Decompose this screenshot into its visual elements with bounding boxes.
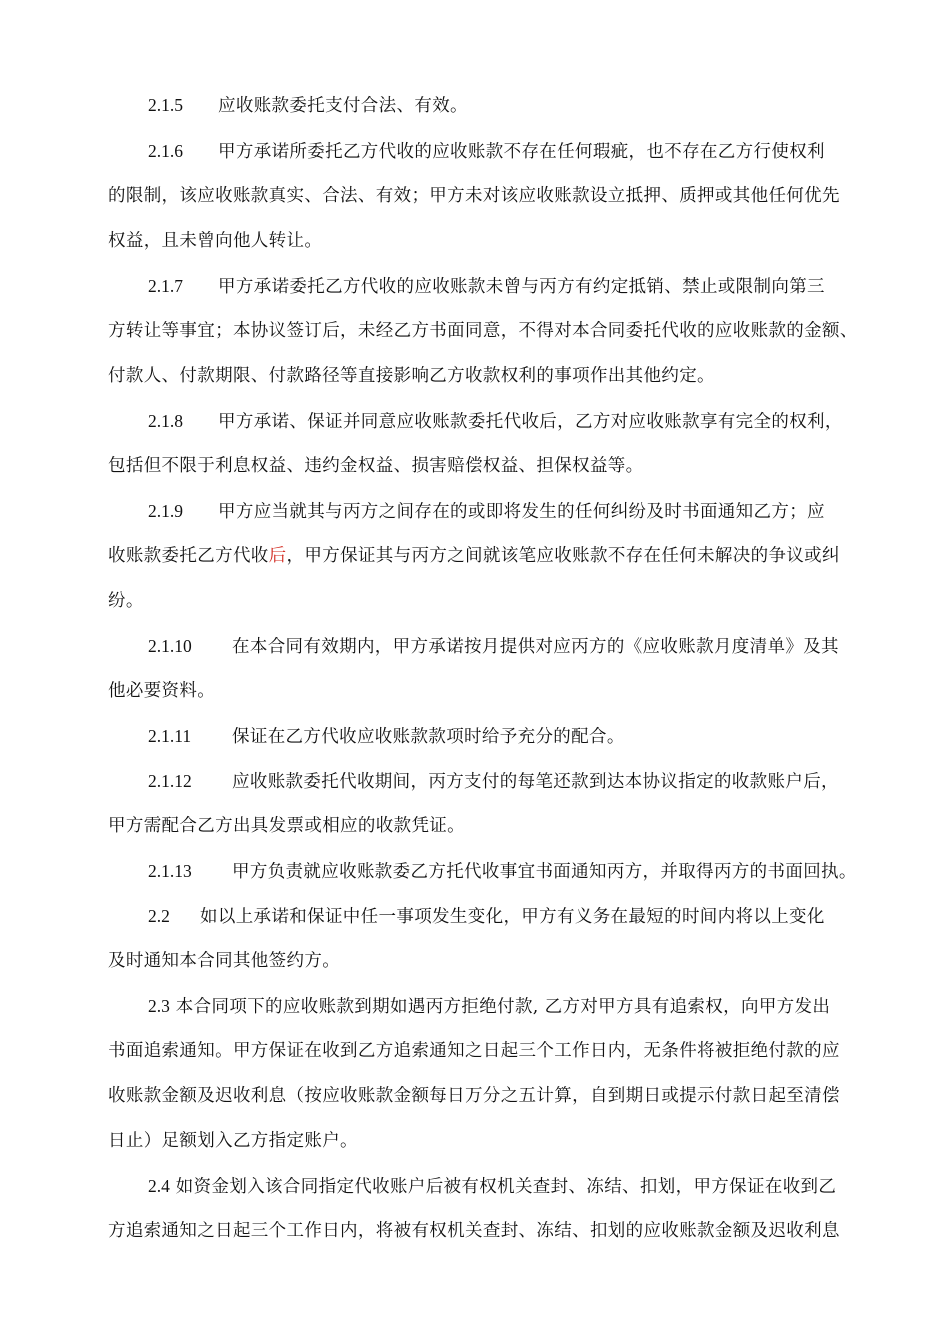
clause-2-3-line-1 — [148, 995, 830, 1018]
clause-number: 2.1.7 — [148, 276, 183, 296]
clause-number: 2.3 — [148, 996, 170, 1016]
clause-text: 甲方承诺委托乙方代收的应收账款未曾与丙方有约定抵销、禁止或限制向第三 — [218, 277, 825, 297]
clause-text: 收账款委托乙方代收 — [108, 546, 269, 566]
clause-text: 甲方负责就应收账款委乙方托代收事宜书面通知丙方，并取得丙方的书面回执。 — [232, 862, 857, 882]
clause-2-1-13-line-1 — [148, 860, 857, 883]
clause-text: 在本合同有效期内，甲方承诺按月提供对应丙方的《应收账款月度清单》及其 — [232, 637, 839, 657]
clause-2-2-line-1 — [148, 905, 825, 928]
clause-2-1-9-line-3: 纷。 — [108, 591, 144, 611]
clause-2-3-line-2: 书面追索通知。甲方保证在收到乙方追索通知之日起三个工作日内，无条件将被拒绝付款的应 — [108, 1041, 840, 1061]
clause-2-1-7-line-2: 方转让等事宜；本协议签订后，未经乙方书面同意，不得对本合同委托代收的应收账款的金额、 — [108, 321, 858, 341]
clause-text: 如资金划入该合同指定代收账户后被有权机关查封、冻结、扣划，甲方保证在收到乙 — [175, 1177, 837, 1197]
clause-2-1-10-line-1 — [148, 635, 839, 658]
clause-2-1-12-line-1 — [148, 770, 839, 793]
clause-text: 甲方应当就其与丙方之间存在的或即将发生的任何纠纷及时书面通知乙方；应 — [218, 502, 825, 522]
clause-2-4-line-2: 方追索通知之日起三个工作日内，将被有权机关查封、冻结、扣划的应收账款金额及迟收利息 — [108, 1221, 840, 1241]
clause-2-1-9-line-1 — [148, 500, 825, 523]
clause-text: 应收账款委托代收期间，丙方支付的每笔还款到达本协议指定的收款账户后， — [232, 772, 839, 792]
clause-number: 2.1.5 — [148, 95, 183, 115]
clause-text: 甲方承诺所委托乙方代收的应收账款不存在任何瑕疵，也不存在乙方行使权利 — [218, 142, 825, 162]
clause-number: 2.1.12 — [148, 771, 192, 791]
clause-number: 2.1.6 — [148, 141, 183, 161]
clause-2-1-12-line-2: 甲方需配合乙方出具发票或相应的收款凭证。 — [108, 816, 465, 836]
clause-number: 2.1.13 — [148, 861, 192, 881]
clause-2-1-8-line-1 — [148, 410, 843, 433]
clause-2-1-7-line-1 — [148, 275, 825, 298]
clause-2-1-5-line-1 — [148, 94, 468, 117]
clause-text: 保证在乙方代收应收账款款项时给予充分的配合。 — [232, 727, 625, 747]
clause-2-3-line-4: 日止）足额划入乙方指定账户。 — [108, 1131, 358, 1151]
clause-2-1-10-line-2: 他必要资料。 — [108, 681, 216, 701]
clause-2-1-6-line-3: 权益，且未曾向他人转让。 — [108, 231, 323, 251]
clause-text: 如以上承诺和保证中任一事项发生变化，甲方有义务在最短的时间内将以上变化 — [200, 907, 825, 927]
clause-text: 本合同项下的应收账款到期如遇丙方拒绝付款, 乙方对甲方具有追索权，向甲方发出 — [175, 997, 831, 1017]
clause-2-1-7-line-3: 付款人、付款期限、付款路径等直接影响乙方收款权利的事项作出其他约定。 — [108, 366, 715, 386]
clause-2-4-line-1 — [148, 1175, 836, 1198]
clause-2-2-line-2: 及时通知本合同其他签约方。 — [108, 951, 341, 971]
clause-number: 2.1.9 — [148, 501, 183, 521]
clause-2-1-11-line-1 — [148, 725, 625, 748]
clause-number: 2.4 — [148, 1176, 170, 1196]
clause-text: 应收账款委托支付合法、有效。 — [218, 96, 468, 116]
highlighted-text: 后 — [268, 546, 287, 566]
clause-2-1-6-line-1 — [148, 140, 825, 163]
clause-number: 2.2 — [148, 906, 170, 926]
clause-number: 2.1.11 — [148, 726, 192, 746]
clause-number: 2.1.8 — [148, 411, 183, 431]
clause-2-1-6-line-2: 的限制，该应收账款真实、合法、有效；甲方未对该应收账款设立抵押、质押或其他任何优先 — [108, 186, 840, 206]
clause-2-1-9-line-2 — [108, 545, 840, 567]
clause-2-1-8-line-2: 包括但不限于利息权益、违约金权益、损害赔偿权益、担保权益等。 — [108, 456, 644, 476]
clause-2-3-line-3: 收账款金额及迟收利息（按应收账款金额每日万分之五计算，自到期日或提示付款日起至清偿 — [108, 1086, 840, 1106]
clause-text: 甲方承诺、保证并同意应收账款委托代收后，乙方对应收账款享有完全的权利， — [218, 412, 843, 432]
clause-number: 2.1.10 — [148, 636, 192, 656]
clause-text: ，甲方保证其与丙方之间就该笔应收账款不存在任何未解决的争议或纠 — [286, 546, 840, 566]
